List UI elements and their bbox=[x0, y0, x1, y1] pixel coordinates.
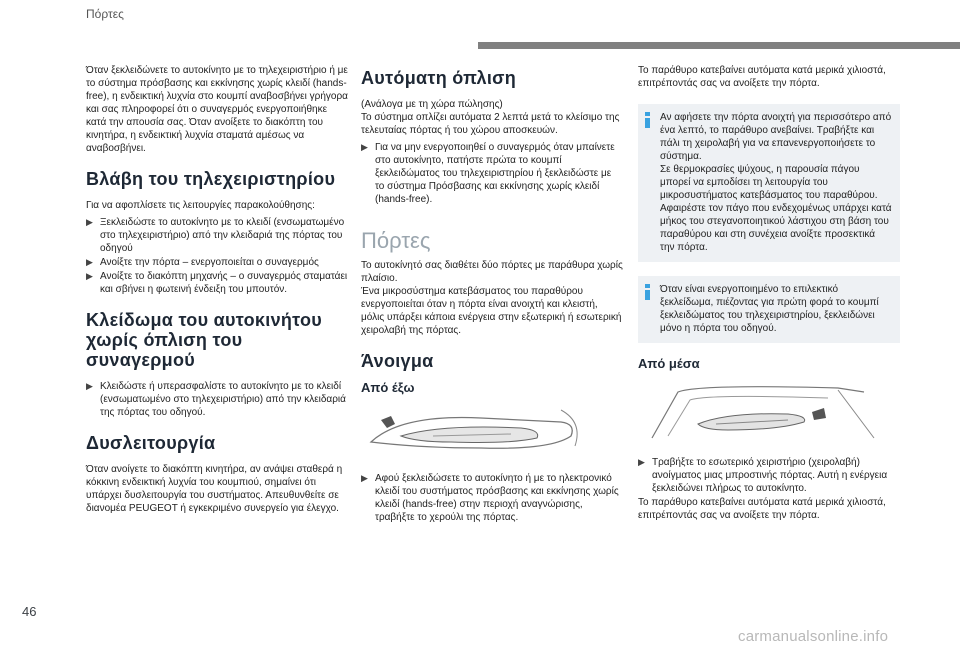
column-3 bbox=[638, 64, 900, 526]
list-item bbox=[638, 456, 900, 495]
intro-paragraph: Όταν ξεκλειδώνετε το αυτοκίνητο με το τηλεχειριστήριο ή με το σύστημα πρόσβασης και εκκίνησης χωρίς κλειδί (hands-free), η ενδεικτική λυχνία στο κουμπί αναβοσβήνει γρήγορα και σας πληροφορεί ότι ο συναγερμός ενεργοποιήθηκε κατά την απουσία σας. Όταν ανοίξετε το διακόπτη του κινητήρα, η ενδεικτική λυχνία σταματά αμέσως να αναβοσβήνει. bbox=[86, 65, 348, 154]
info-text: Αν αφήσετε την πόρτα ανοιχτή για περισσότερο από ένα λεπτό, το παράθυρο ανεβαίνει. Τραβήξτε και πάλι τη χειρολαβή για να επανενεργοποιήσετε το σύστημα. Σε θερμοκρασίες ψύχους, η παρουσία πάγου μπορεί να εμποδίσει τη λειτουργία του μικροσυστήματος κατεβάσματος του παραθύρου. Αφαιρέστε τον πάγο που ενδεχομένως υπάρχει κατά μήκος του στεγανοποιητικού λάστιχου στη βάση του παραθύρου και στη συνέχεια ανοίξτε προσεκτικά την πόρτα. bbox=[660, 112, 892, 253]
opening-heading: Άνοιγμα bbox=[361, 351, 434, 371]
lock-list bbox=[86, 380, 348, 419]
outside-list bbox=[361, 472, 623, 524]
auto-arming-list bbox=[361, 141, 623, 206]
remote-failure-list bbox=[86, 216, 348, 296]
list-item-text: Αφού ξεκλειδώσετε το αυτοκίνητο ή με το ηλεκτρονικό κλειδί του συστήματος πρόσβασης και εκκίνησης χωρίς κλειδί (hands-free) στην περιοχή αναγνώρισης, τραβήξτε το χερούλι της πόρτας. bbox=[375, 473, 619, 523]
doors-section-title: Πόρτες bbox=[361, 228, 431, 253]
list-item-text: Τραβήξτε το εσωτερικό χειριστήριο (χειρολαβή) ανοίγματος μιας μπροστινής πόρτας. Αυτή η ενέργεια ξεκλειδώνει πλήρως το αυτοκίνητο. bbox=[652, 457, 888, 494]
list-item-text: Για να μην ενεργοποιηθεί ο συναγερμός όταν μπαίνετε στο αυτοκίνητο, πατήστε πρώτα το κουμπί ξεκλειδώματος του τηλεχειριστηρίου ή ξεκλειδώστε με το σύστημα Πρόσβασης και εκκίνησης χωρίς κλειδί (hands-free). bbox=[375, 142, 615, 205]
inside-list bbox=[638, 456, 900, 495]
list-item-text: Ανοίξτε το διακόπτη μηχανής – ο συναγερμός σταματάει και σβήνει η φωτεινή ένδειξη του μπουτόν. bbox=[100, 271, 348, 295]
bullet-icon: ▶ bbox=[361, 142, 368, 152]
lock-without-alarm-heading: Κλείδωμα του αυτοκινήτου χωρίς όπλιση του συναγερμού bbox=[86, 310, 323, 370]
bullet-icon: ▶ bbox=[86, 257, 93, 267]
list-item bbox=[361, 472, 623, 524]
malfunction-text: Όταν ανοίγετε το διακόπτη κινητήρα, αν ανάψει σταθερά η κόκκινη ενδεικτική λυχνία του κουμπιού, σημαίνει ότι υπάρχει δυσλειτουργία του συστήματος. Απευθυνθείτε σε διανομέα PEUGEOT ή εγκεκριμένο συνεργείο για έλεγχο. bbox=[86, 464, 343, 514]
auto-arming-heading: Αυτόματη όπλιση bbox=[361, 68, 517, 88]
page-number: 46 bbox=[22, 604, 37, 619]
watermark: carmanualsonline.info bbox=[738, 628, 889, 645]
list-item bbox=[361, 141, 623, 206]
info-box-door-open bbox=[638, 104, 900, 262]
bullet-icon: ▶ bbox=[86, 381, 93, 391]
list-item bbox=[86, 380, 348, 419]
inside-handle-illustration bbox=[638, 378, 900, 448]
bullet-icon: ▶ bbox=[86, 217, 93, 227]
bullet-icon: ▶ bbox=[86, 271, 93, 281]
list-item bbox=[86, 270, 348, 296]
bullet-icon: ▶ bbox=[361, 473, 368, 483]
info-text: Όταν είναι ενεργοποιημένο το επιλεκτικό ξεκλείδωμα, πιέζοντας για πρώτη φορά το κουμπί ξεκλειδώματος του τηλεχειριστηρίου, ξεκλειδώνει μόνο η πόρτα του οδηγού. bbox=[660, 284, 879, 334]
column-2 bbox=[361, 64, 623, 525]
remote-failure-heading: Βλάβη του τηλεχειριστηρίου bbox=[86, 169, 336, 189]
page-header-title: Πόρτες bbox=[86, 7, 124, 21]
remote-failure-text: Για να αφοπλίσετε τις λειτουργίες παρακολούθησης: bbox=[86, 200, 315, 211]
outside-handle-illustration bbox=[361, 402, 623, 464]
doors-text: Το αυτοκίνητό σας διαθέτει δύο πόρτες με παράθυρα χωρίς πλαίσιο. Ένα μικροσύστημα κατεβάσματος του παραθύρου ενεργοποιείται όταν η πόρτα είναι ανοιχτή και κλειστή, μόλις υπάρξει κάποια ενέργεια στην εξωτερική ή εσωτερική χειρολαβή της πόρτας. bbox=[361, 260, 623, 336]
list-item-text: Κλειδώστε ή υπερασφαλίστε το αυτοκίνητο με το κλειδί (ενσωματωμένο στο τηλεχειριστήριο) από την κλειδαριά της πόρτας του οδηγού. bbox=[100, 381, 346, 418]
inside-window-text: Το παράθυρο κατεβαίνει αυτόματα κατά μερικά χιλιοστά, επιτρέποντάς σας να ανοίξετε την πόρτα. bbox=[638, 497, 886, 521]
auto-arming-text: (Ανάλογα με τη χώρα πώλησης) Το σύστημα οπλίζει αυτόματα 2 λεπτά μετά το κλείσιμο της τελευταίας πόρτας ή του χώρου αποσκευών. bbox=[361, 99, 620, 136]
door-handle-outside-icon bbox=[361, 402, 591, 464]
door-handle-inside-icon bbox=[638, 378, 878, 448]
column-1 bbox=[86, 64, 348, 519]
from-inside-heading: Από μέσα bbox=[638, 356, 700, 371]
list-item-text: Ανοίξτε την πόρτα – ενεργοποιείται ο συναγερμός bbox=[100, 257, 319, 268]
window-text: Το παράθυρο κατεβαίνει αυτόματα κατά μερικά χιλιοστά, επιτρέποντάς σας να ανοίξετε την πόρτα. bbox=[638, 65, 886, 89]
list-item-text: Ξεκλειδώστε το αυτοκίνητο με το κλειδί (ενσωματωμένο στο τηλεχειριστήριο) από την κλειδαριά της πόρτας του οδηγού bbox=[100, 217, 345, 254]
malfunction-heading: Δυσλειτουργία bbox=[86, 433, 216, 453]
info-box-selective-unlock bbox=[638, 276, 900, 343]
list-item bbox=[86, 216, 348, 255]
header-bar bbox=[478, 42, 960, 49]
info-icon bbox=[645, 284, 650, 300]
list-item bbox=[86, 256, 348, 269]
from-outside-heading: Από έξω bbox=[361, 380, 415, 395]
info-icon bbox=[645, 112, 650, 128]
bullet-icon: ▶ bbox=[638, 457, 645, 467]
